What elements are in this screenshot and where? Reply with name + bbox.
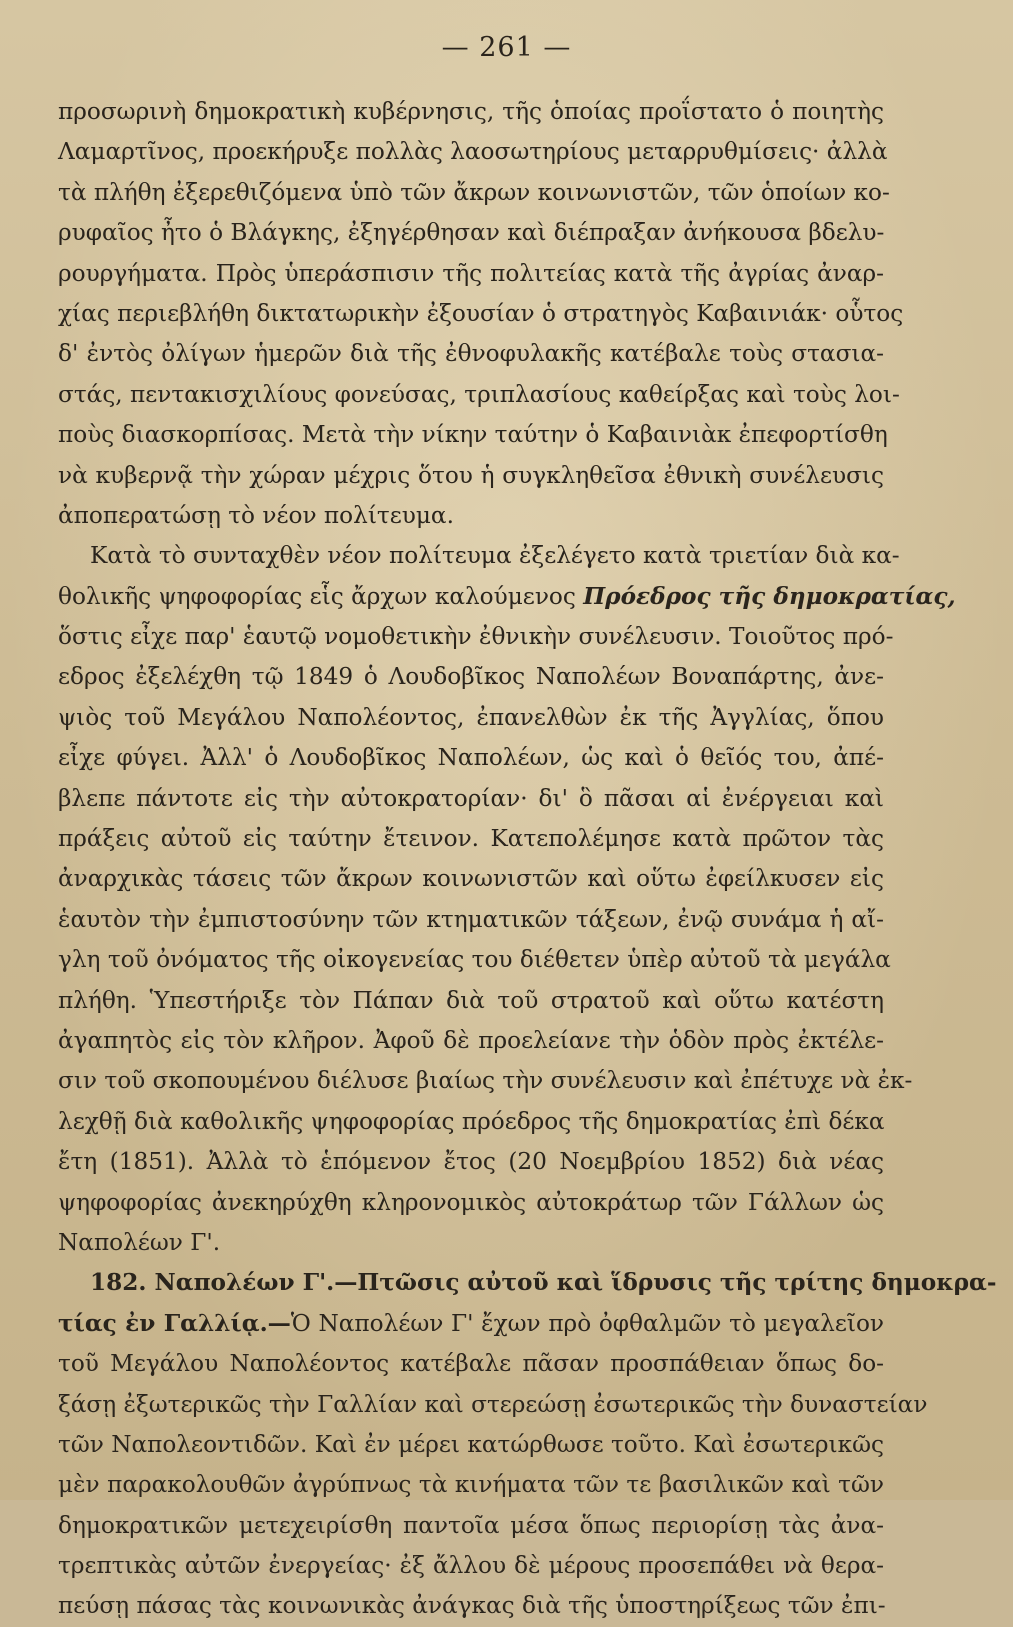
text-fragment: θολικῆς ψηφοφορίας εἷς ἄρχων καλούμενος <box>58 582 584 610</box>
section-heading-continued: τίας ἐν Γαλλίᾳ.— <box>58 1309 291 1337</box>
text-fragment: Ὁ Ναπολέων Γ' ἔχων πρὸ ὀφθαλμῶν τὸ μεγαλεῖον <box>290 1309 884 1337</box>
text-line: ψηφοφορίας ἀνεκηρύχθη κληρονομικὸς αὐτοκράτωρ τῶν Γάλλων ὡς <box>58 1188 884 1216</box>
text-line: στάς, πεντακισχιλίους φονεύσας, τριπλασίους καθείρξας καὶ τοὺς λοι- <box>58 380 900 408</box>
text-line: γλη τοῦ ὀνόματος τῆς οἰκογενείας του διέθετεν ὑπὲρ αὐτοῦ τὰ μεγάλα <box>58 946 891 974</box>
text-line: εδρος ἐξελέχθη τῷ 1849 ὁ Λουδοβῖκος Ναπολέων Βοναπάρτης, ἀνε- <box>58 663 884 691</box>
section-heading: 182. Ναπολέων Γ'.—Πτῶσις αὐτοῦ καὶ ἵδρυσις τῆς τρίτης δημοκρα- <box>90 1269 997 1297</box>
text-line: πράξεις αὐτοῦ εἰς ταύτην ἔτεινον. Κατεπολέμησε κατὰ πρῶτον τὰς <box>58 825 884 853</box>
text-line: ρουργήματα. Πρὸς ὑπεράσπισιν τῆς πολιτείας κατὰ τῆς ἀγρίας ἀναρ- <box>58 259 884 287</box>
text-line: Κατὰ τὸ συνταχθὲν νέον πολίτευμα ἐξελέγετο κατὰ τριετίαν διὰ κα- <box>90 542 900 570</box>
text-line <box>58 577 956 617</box>
text-line: ὅστις εἶχε παρ' ἑαυτῷ νομοθετικὴν ἐθνικὴν συνέλευσιν. Τοιοῦτος πρό- <box>58 623 894 651</box>
text-line: πεύσῃ πάσας τὰς κοινωνικὰς ἀνάγκας διὰ τῆς ὑποστηρίξεως τῶν ἐπι- <box>58 1592 886 1620</box>
text-line: τὰ πλήθη ἐξερεθιζόμενα ὑπὸ τῶν ἄκρων κοινωνιστῶν, τῶν ὁποίων κο- <box>58 178 890 206</box>
emphasized-term: Πρόεδρος τῆς δημοκρατίας, <box>583 582 956 610</box>
text-line: ποὺς διασκορπίσας. Μετὰ τὴν νίκην ταύτην ὁ Καβαινιὰκ ἐπεφορτίσθη <box>58 421 888 449</box>
text-line: βλεπε πάντοτε εἰς τὴν αὐτοκρατορίαν· δι' ὃ πᾶσαι αἱ ἐνέργειαι καὶ <box>58 784 884 812</box>
text-line: Λαμαρτῖνος, προεκήρυξε πολλὰς λαοσωτηρίους μεταρρυθμίσεις· ἀλλὰ <box>58 138 888 166</box>
text-line: ἀγαπητὸς εἰς τὸν κλῆρον. Ἀφοῦ δὲ προελείανε τὴν ὁδὸν πρὸς ἐκτέλε- <box>58 1026 884 1054</box>
text-line: ἀναρχικὰς τάσεις τῶν ἄκρων κοινωνιστῶν καὶ οὕτω ἐφείλκυσεν εἰς <box>58 865 884 893</box>
page-text <box>58 92 997 1627</box>
text-line: χίας περιεβλήθη δικτατωρικὴν ἐξουσίαν ὁ στρατηγὸς Καβαινιάκ· οὗτος <box>58 299 904 327</box>
text-line: ἀποπερατώσῃ τὸ νέον πολίτευμα. <box>58 501 454 529</box>
text-line: πλήθη. Ὑπεστήριξε τὸν Πάπαν διὰ τοῦ στρατοῦ καὶ οὕτω κατέστη <box>58 986 884 1014</box>
text-line: ρυφαῖος ἦτο ὁ Βλάγκης, ἐξηγέρθησαν καὶ διέπραξαν ἀνήκουσα βδελυ- <box>58 219 885 247</box>
text-line: τῶν Ναπολεοντιδῶν. Καὶ ἐν μέρει κατώρθωσε τοῦτο. Καὶ ἐσωτερικῶς <box>58 1430 884 1458</box>
text-line: μὲν παρακολουθῶν ἀγρύπνως τὰ κινήματα τῶν τε βασιλικῶν καὶ τῶν <box>58 1471 884 1499</box>
text-line: ψιὸς τοῦ Μεγάλου Ναπολέοντος, ἐπανελθὼν ἐκ τῆς Ἀγγλίας, ὅπου <box>58 703 884 731</box>
text-line: δ' ἐντὸς ὀλίγων ἡμερῶν διὰ τῆς ἐθνοφυλακῆς κατέβαλε τοὺς στασια- <box>58 340 884 368</box>
text-line: ἔτη (1851). Ἀλλὰ τὸ ἑπόμενον ἔτος (20 Νοεμβρίου 1852) διὰ νέας <box>58 1148 884 1176</box>
text-line: δημοκρατικῶν μετεχειρίσθη παντοῖα μέσα ὅπως περιορίσῃ τὰς ἀνα- <box>58 1511 884 1539</box>
page-number: — 261 — <box>441 32 572 63</box>
text-line: ἑαυτὸν τὴν ἐμπιστοσύνην τῶν κτηματικῶν τάξεων, ἐνῷ συνάμα ἡ αἴ- <box>58 905 884 933</box>
text-line: νὰ κυβερνᾷ τὴν χώραν μέχρις ὅτου ἡ συγκληθεῖσα ἐθνικὴ συνέλευσις <box>58 461 884 489</box>
text-line: Ναπολέων Γ'. <box>58 1228 221 1256</box>
text-line: σιν τοῦ σκοπουμένου διέλυσε βιαίως τὴν συνέλευσιν καὶ ἐπέτυχε νὰ ἐκ- <box>58 1067 913 1095</box>
text-line <box>58 1304 884 1344</box>
text-line: τρεπτικὰς αὐτῶν ἐνεργείας· ἐξ ἄλλου δὲ μέρους προσεπάθει νὰ θερα- <box>58 1552 884 1580</box>
text-line: προσωρινὴ δημοκρατικὴ κυβέρνησις, τῆς ὁποίας προΐστατο ὁ ποιητὴς <box>58 98 884 125</box>
text-line: λεχθῇ διὰ καθολικῆς ψηφοφορίας πρόεδρος τῆς δημοκρατίας ἐπὶ δέκα <box>58 1107 885 1135</box>
text-line: εἶχε φύγει. Ἀλλ' ὁ Λουδοβῖκος Ναπολέων, ὡς καὶ ὁ θεῖός του, ἀπέ- <box>58 744 884 772</box>
text-line: ξάσῃ ἐξωτερικῶς τὴν Γαλλίαν καὶ στερεώσῃ ἐσωτερικῶς τὴν δυναστείαν <box>58 1390 928 1418</box>
text-line: τοῦ Μεγάλου Ναπολέοντος κατέβαλε πᾶσαν προσπάθειαν ὅπως δο- <box>58 1350 884 1378</box>
